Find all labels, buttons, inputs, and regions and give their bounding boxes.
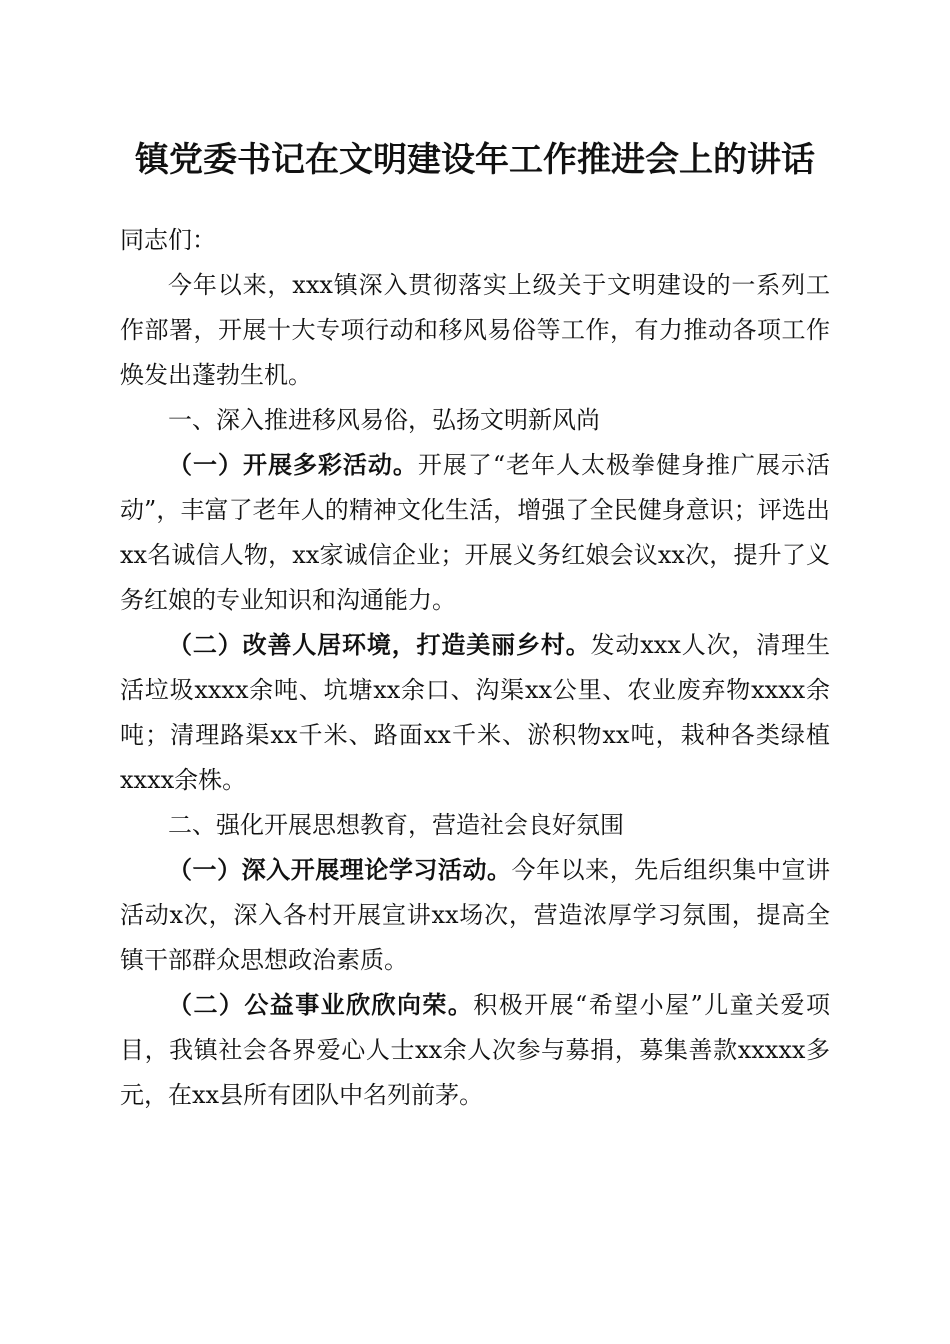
item-subheading: （二）公益事业欣欣向荣。 xyxy=(168,991,474,1019)
salutation: 同志们： xyxy=(120,226,216,254)
section-item xyxy=(120,623,830,803)
section-heading: 一、深入推进移风易俗，弘扬文明新风尚 xyxy=(168,406,600,434)
section-item xyxy=(120,983,830,1118)
section-1 xyxy=(120,398,830,803)
item-subheading: （二）改善人居环境，打造美丽乡村。 xyxy=(168,631,591,659)
section-2 xyxy=(120,803,830,1118)
item-text: 今年以来，先后组织集中宣讲活动x次，深入各村开展宣讲xx场次，营造浓厚学习氛围，提高全镇干部群众思想政治素质。 xyxy=(120,856,831,974)
section-heading: 二、强化开展思想教育，营造社会良好氛围 xyxy=(168,811,624,839)
intro-paragraph: 今年以来，xxx镇深入贯彻落实上级关于文明建设的一系列工作部署，开展十大专项行动和移风易俗等工作，有力推动各项工作焕发出蓬勃生机。 xyxy=(120,271,830,389)
item-text: 积极开展“希望小屋”儿童关爱项目，我镇社会各界爱心人士xx余人次参与募捐，募集善款xxxxx多元，在xx县所有团队中名列前茅。 xyxy=(120,991,831,1109)
item-subheading: （一）开展多彩活动。 xyxy=(168,451,418,479)
section-item xyxy=(120,848,830,983)
item-text: 开展了“老年人太极拳健身推广展示活动”，丰富了老年人的精神文化生活，增强了全民健身意识；评选出xx名诚信人物，xx家诚信企业；开展义务红娘会议xx次，提升了义务红娘的专业知识和沟通能力。 xyxy=(120,451,831,614)
document-page xyxy=(120,130,830,1118)
section-item xyxy=(120,443,830,623)
document-title: 镇党委书记在文明建设年工作推进会上的讲话 xyxy=(135,140,815,180)
item-text: 发动xxx人次，清理生活垃圾xxxx余吨、坑塘xx余口、沟渠xx公里、农业废弃物xxxx余吨；清理路渠xx千米、路面xx千米、淤积物xx吨，栽种各类绿植xxxx余株。 xyxy=(120,631,830,794)
item-subheading: （一）深入开展理论学习活动。 xyxy=(168,856,512,884)
